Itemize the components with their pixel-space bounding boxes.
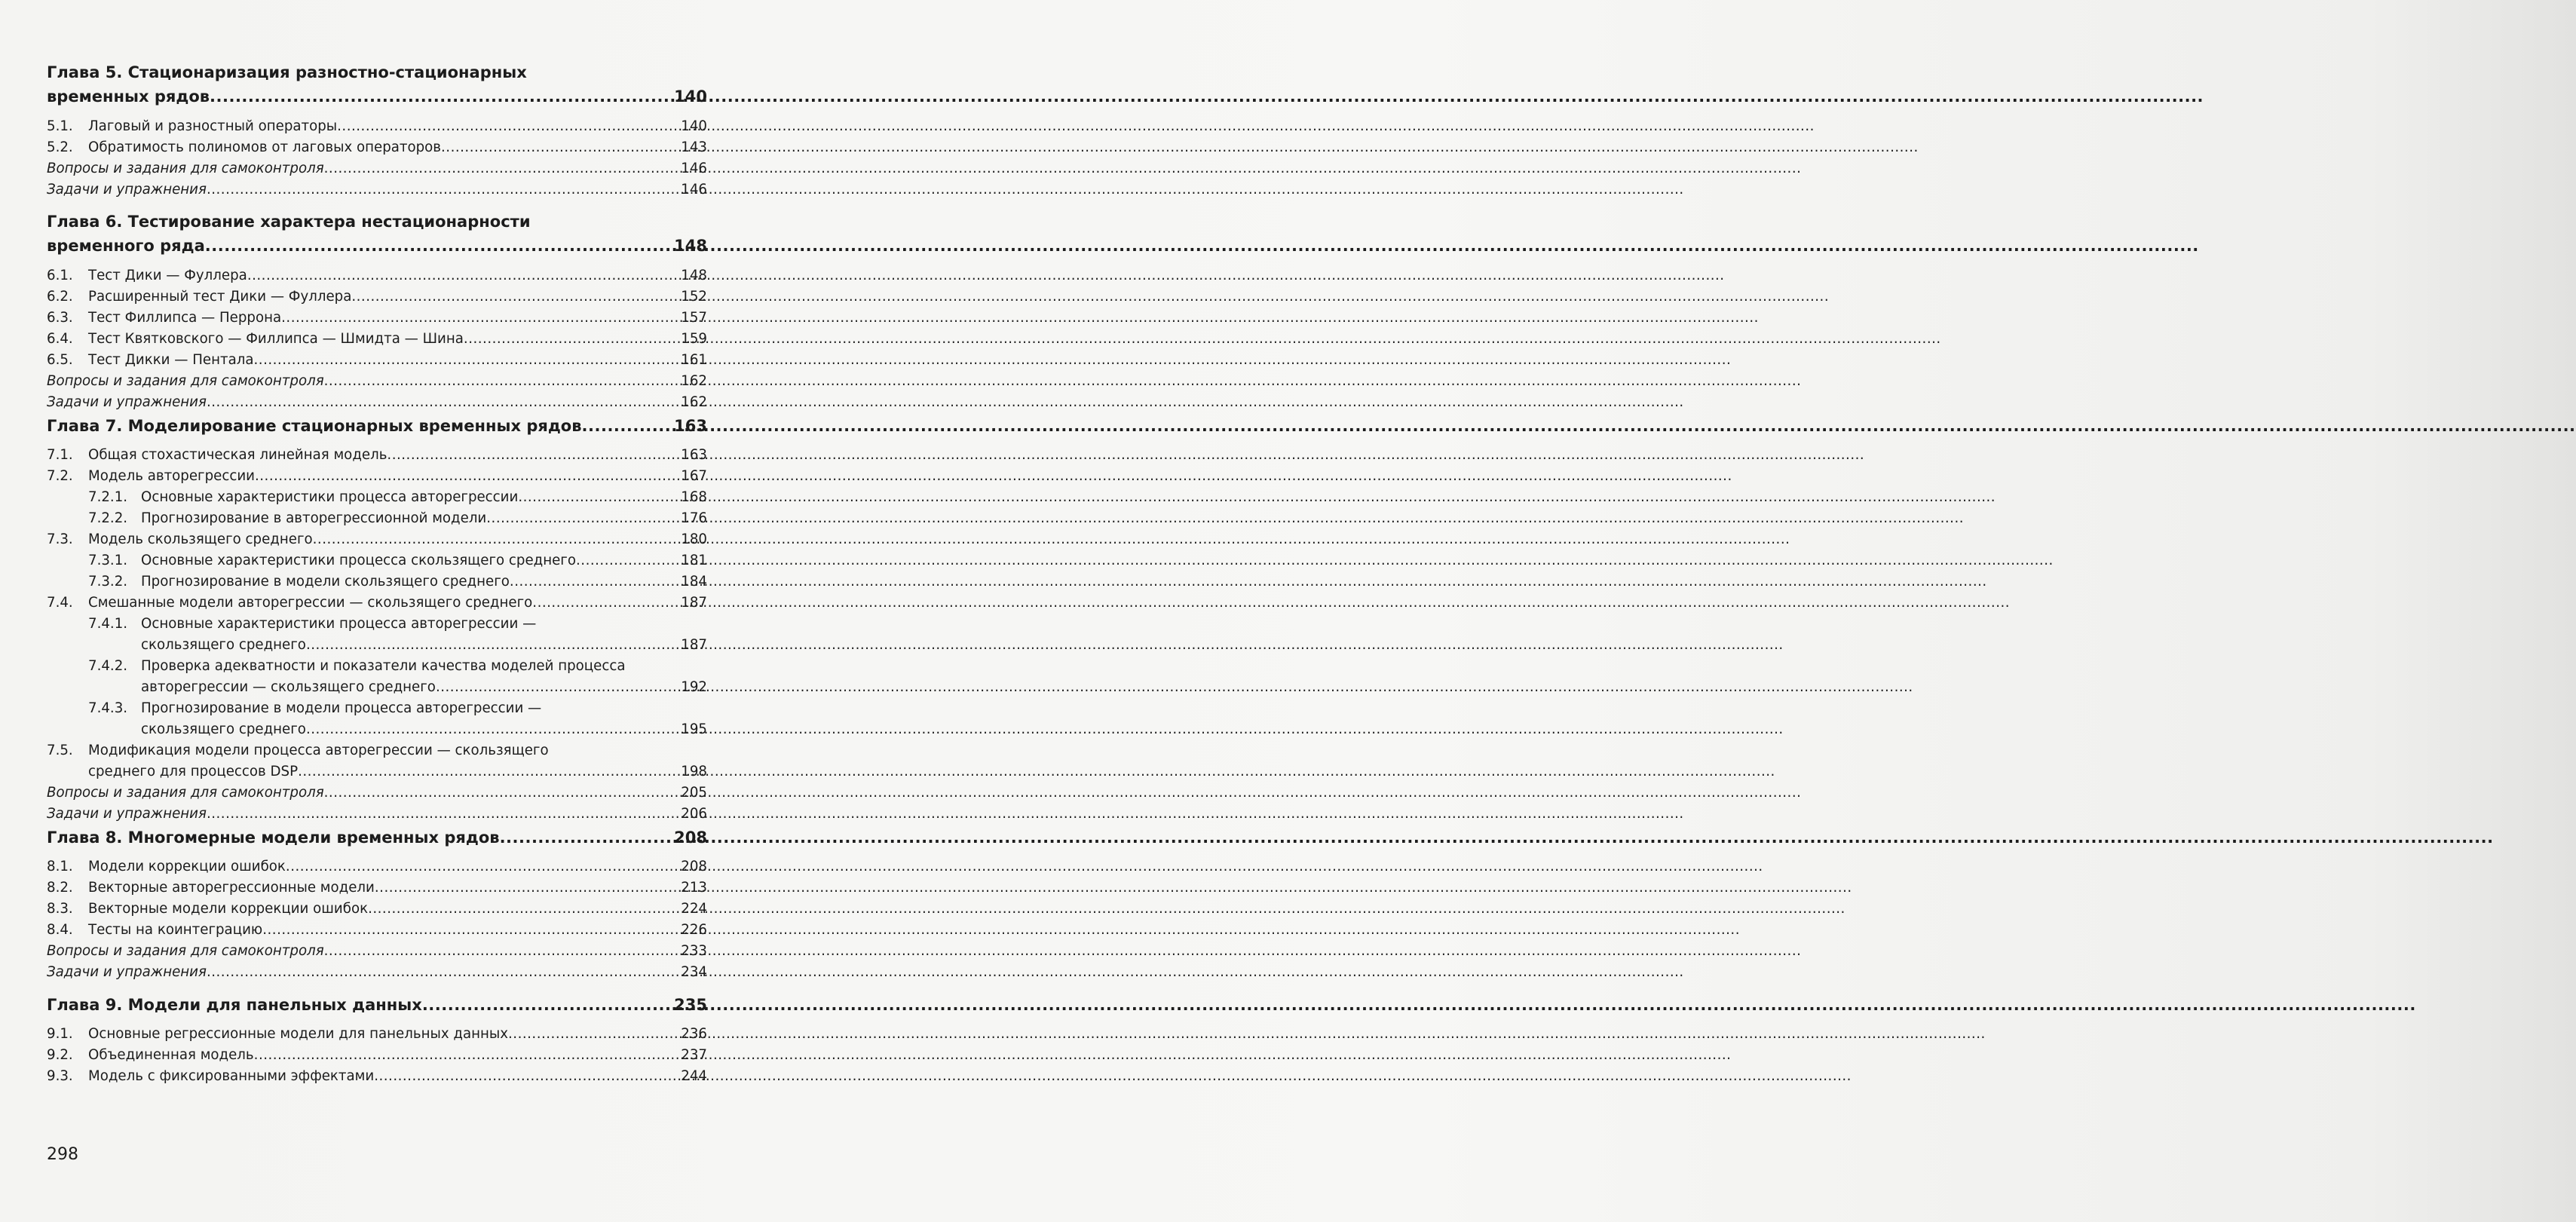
entry-title-cont: среднего для процессов DSP bbox=[88, 764, 299, 779]
toc-entry bbox=[47, 593, 707, 614]
toc-entry-questions bbox=[47, 783, 707, 804]
chapter-title-cont: временных рядов bbox=[47, 87, 210, 106]
toc-entry bbox=[47, 116, 707, 137]
entry-page: 163 bbox=[681, 447, 707, 463]
entry-title: Модель с фиксированными эффектами bbox=[88, 1068, 375, 1084]
toc-entry bbox=[47, 350, 707, 371]
toc-entry-questions bbox=[47, 158, 707, 179]
entry-title: Тест Филлипса — Перрона bbox=[88, 310, 282, 326]
dot-leader bbox=[281, 308, 678, 329]
entry-page: 195 bbox=[681, 721, 707, 737]
entry-page: 224 bbox=[681, 901, 707, 917]
entry-title-cont: скользящего среднего bbox=[141, 637, 306, 653]
dot-leader bbox=[422, 992, 671, 1018]
entry-number: 7.3.1. bbox=[88, 553, 128, 568]
toc-entry-exercises bbox=[47, 392, 707, 413]
toc-subentry-cont bbox=[47, 677, 707, 698]
entry-page: 205 bbox=[681, 785, 707, 801]
entry-page: 152 bbox=[681, 289, 707, 305]
toc-entry bbox=[47, 445, 707, 466]
dot-leader bbox=[324, 158, 678, 179]
entry-page: 208 bbox=[681, 859, 707, 874]
entry-title: Векторные авторегрессионные модели bbox=[88, 880, 375, 896]
entry-number: 7.5. bbox=[47, 743, 73, 758]
dot-leader bbox=[207, 804, 678, 825]
entry-page: 167 bbox=[681, 468, 707, 484]
dot-leader bbox=[436, 677, 678, 698]
entry-title: Вопросы и задания для самоконтроля bbox=[47, 161, 324, 176]
toc-subentry bbox=[47, 698, 707, 719]
entry-title: Задачи и упражнения bbox=[47, 394, 207, 410]
chapter-9-heading bbox=[47, 992, 707, 1018]
entry-page: 161 bbox=[681, 352, 707, 368]
entry-number: 6.2. bbox=[47, 289, 73, 305]
toc-entry bbox=[47, 740, 707, 761]
chapter-title: Глава 7. Моделирование стационарных временных рядов bbox=[47, 417, 582, 435]
dot-leader bbox=[306, 719, 678, 740]
entry-page: 162 bbox=[681, 373, 707, 389]
dot-leader bbox=[324, 941, 678, 962]
entry-page: 184 bbox=[681, 574, 707, 590]
toc-subentry bbox=[47, 550, 707, 571]
dot-leader bbox=[464, 329, 678, 350]
toc-entry bbox=[47, 308, 707, 329]
dot-leader bbox=[324, 783, 678, 804]
chapter-5-heading-cont bbox=[47, 84, 707, 109]
entry-page: 237 bbox=[681, 1047, 707, 1063]
entry-page: 213 bbox=[681, 880, 707, 896]
page-number: 298 bbox=[47, 1145, 78, 1164]
dot-leader bbox=[306, 635, 678, 656]
dot-leader bbox=[500, 825, 672, 850]
toc-subentry bbox=[47, 614, 707, 635]
dot-leader bbox=[582, 413, 672, 439]
entry-number: 7.2. bbox=[47, 468, 73, 484]
chapter-page: 208 bbox=[674, 828, 707, 847]
entry-title: Расширенный тест Дики — Фуллера bbox=[88, 289, 352, 305]
chapter-page: 140 bbox=[674, 87, 707, 106]
entry-title: Задачи и упражнения bbox=[47, 182, 207, 198]
toc-entry bbox=[47, 286, 707, 308]
dot-leader bbox=[207, 392, 678, 413]
entry-number: 7.3.2. bbox=[88, 574, 128, 590]
dot-leader bbox=[486, 508, 678, 529]
chapter-title: Глава 5. Стационаризация разностно-стационарных bbox=[47, 63, 527, 81]
entry-number: 7.3. bbox=[47, 531, 73, 547]
entry-title-cont: авторегрессии — скользящего среднего bbox=[141, 679, 436, 695]
toc-entry bbox=[47, 877, 707, 899]
entry-page: 226 bbox=[681, 922, 707, 938]
entry-page: 146 bbox=[681, 161, 707, 176]
dot-leader bbox=[374, 1066, 678, 1087]
entry-title: Обратимость полиномов от лаговых операторов bbox=[88, 139, 441, 155]
entry-number: 8.1. bbox=[47, 859, 73, 874]
entry-title: Модели коррекции ошибок bbox=[88, 859, 286, 874]
table-of-contents bbox=[47, 60, 707, 1087]
entry-number: 9.1. bbox=[47, 1026, 73, 1042]
dot-leader bbox=[368, 899, 678, 920]
toc-entry bbox=[47, 466, 707, 487]
toc-entry-exercises bbox=[47, 804, 707, 825]
dot-leader bbox=[375, 877, 678, 899]
entry-page: 146 bbox=[681, 182, 707, 198]
entry-page: 234 bbox=[681, 964, 707, 980]
chapter-title: Глава 8. Многомерные модели временных рядов bbox=[47, 828, 500, 847]
toc-entry bbox=[47, 856, 707, 877]
chapter-page: 163 bbox=[674, 417, 707, 435]
toc-subentry-cont bbox=[47, 635, 707, 656]
entry-page: 180 bbox=[681, 531, 707, 547]
dot-leader bbox=[298, 761, 678, 783]
entry-number: 6.1. bbox=[47, 268, 73, 283]
entry-title: Задачи и упражнения bbox=[47, 964, 207, 980]
entry-number: 7.2.1. bbox=[88, 489, 128, 505]
entry-title: Вопросы и задания для самоконтроля bbox=[47, 943, 324, 959]
entry-number: 9.2. bbox=[47, 1047, 73, 1063]
entry-page: 181 bbox=[681, 553, 707, 568]
entry-title: Прогнозирование в авторегрессионной модели bbox=[141, 510, 487, 526]
entry-title: Основные характеристики процесса авторегрессии bbox=[141, 489, 519, 505]
entry-page: 159 bbox=[681, 331, 707, 347]
entry-page: 187 bbox=[681, 595, 707, 611]
entry-page: 198 bbox=[681, 764, 707, 779]
entry-title: Модификация модели процесса авторегрессии — скользящего bbox=[88, 743, 549, 758]
dot-leader bbox=[337, 116, 678, 137]
entry-title: Основные характеристики процесса авторегрессии — bbox=[141, 616, 537, 632]
entry-page: 162 bbox=[681, 394, 707, 410]
toc-entry-questions bbox=[47, 941, 707, 962]
entry-title: Основные регрессионные модели для панельных данных bbox=[88, 1026, 509, 1042]
toc-subentry bbox=[47, 487, 707, 508]
dot-leader bbox=[351, 286, 678, 308]
entry-number: 6.4. bbox=[47, 331, 73, 347]
toc-entry bbox=[47, 329, 707, 350]
entry-page: 140 bbox=[681, 118, 707, 134]
chapter-title: Глава 9. Модели для панельных данных bbox=[47, 996, 422, 1014]
toc-entry bbox=[47, 1066, 707, 1087]
toc-subentry bbox=[47, 508, 707, 529]
dot-leader bbox=[247, 265, 678, 286]
chapter-6-heading bbox=[47, 210, 707, 234]
dot-leader bbox=[532, 593, 678, 614]
toc-entry-questions bbox=[47, 371, 707, 392]
entry-page: 233 bbox=[681, 943, 707, 959]
chapter-7-heading bbox=[47, 413, 707, 439]
dot-leader bbox=[313, 529, 678, 550]
dot-leader bbox=[387, 445, 678, 466]
entry-title: Тест Дики — Фуллера bbox=[88, 268, 247, 283]
dot-leader bbox=[508, 1024, 678, 1045]
entry-title: Лаговый и разностный операторы bbox=[88, 118, 338, 134]
toc-entry-exercises bbox=[47, 179, 707, 201]
entry-page: 206 bbox=[681, 806, 707, 822]
entry-title: Векторные модели коррекции ошибок bbox=[88, 901, 369, 917]
dot-leader bbox=[262, 920, 678, 941]
entry-page: 148 bbox=[681, 268, 707, 283]
dot-leader bbox=[518, 487, 678, 508]
dot-leader bbox=[254, 1045, 678, 1066]
dot-leader bbox=[205, 234, 671, 258]
chapter-page: 235 bbox=[674, 996, 707, 1014]
toc-entry bbox=[47, 137, 707, 158]
dot-leader bbox=[324, 371, 678, 392]
entry-page: 168 bbox=[681, 489, 707, 505]
entry-title: Прогнозирование в модели скользящего среднего bbox=[141, 574, 510, 590]
entry-page: 187 bbox=[681, 637, 707, 653]
entry-number: 7.4.1. bbox=[88, 616, 128, 632]
entry-page: 157 bbox=[681, 310, 707, 326]
toc-subentry-cont bbox=[47, 719, 707, 740]
entry-title: Тесты на коинтеграцию bbox=[88, 922, 263, 938]
entry-title-cont: скользящего среднего bbox=[141, 721, 306, 737]
entry-page: 143 bbox=[681, 139, 707, 155]
dot-leader bbox=[441, 137, 678, 158]
entry-number: 9.3. bbox=[47, 1068, 73, 1084]
entry-number: 7.4. bbox=[47, 595, 73, 611]
chapter-title: Глава 6. Тестирование характера нестационарности bbox=[47, 213, 531, 231]
entry-title: Основные характеристики процесса скользящего среднего bbox=[141, 553, 576, 568]
entry-title: Прогнозирование в модели процесса авторегрессии — bbox=[141, 700, 542, 716]
entry-title: Задачи и упражнения bbox=[47, 806, 207, 822]
toc-entry bbox=[47, 265, 707, 286]
entry-number: 7.1. bbox=[47, 447, 73, 463]
dot-leader bbox=[510, 571, 678, 593]
entry-page: 244 bbox=[681, 1068, 707, 1084]
chapter-page: 148 bbox=[674, 237, 707, 255]
toc-entry bbox=[47, 1024, 707, 1045]
toc-subentry bbox=[47, 571, 707, 593]
entry-number: 7.4.2. bbox=[88, 658, 128, 674]
toc-entry bbox=[47, 529, 707, 550]
chapter-8-heading bbox=[47, 825, 707, 850]
entry-page: 176 bbox=[681, 510, 707, 526]
entry-title: Модель скользящего среднего bbox=[88, 531, 313, 547]
toc-entry bbox=[47, 920, 707, 941]
chapter-6-heading-cont bbox=[47, 234, 707, 258]
toc-entry bbox=[47, 1045, 707, 1066]
toc-entry-exercises bbox=[47, 962, 707, 983]
entry-title: Модель авторегрессии bbox=[88, 468, 255, 484]
entry-title: Тест Квятковского — Филлипса — Шмидта — Шина bbox=[88, 331, 464, 347]
dot-leader bbox=[207, 179, 678, 201]
entry-number: 5.1. bbox=[47, 118, 73, 134]
toc-entry bbox=[47, 899, 707, 920]
entry-number: 8.2. bbox=[47, 880, 73, 896]
dot-leader bbox=[254, 350, 678, 371]
entry-number: 5.2. bbox=[47, 139, 73, 155]
entry-title: Смешанные модели авторегрессии — скользящего среднего bbox=[88, 595, 533, 611]
entry-title: Проверка адекватности и показатели качества моделей процесса bbox=[141, 658, 626, 674]
entry-number: 8.3. bbox=[47, 901, 73, 917]
toc-entry-cont bbox=[47, 761, 707, 783]
chapter-5-heading bbox=[47, 60, 707, 84]
dot-leader bbox=[255, 466, 678, 487]
dot-leader bbox=[286, 856, 678, 877]
entry-title: Тест Дикки — Пентала bbox=[88, 352, 254, 368]
entry-title: Вопросы и задания для самоконтроля bbox=[47, 785, 324, 801]
dot-leader bbox=[207, 962, 678, 983]
entry-page: 236 bbox=[681, 1026, 707, 1042]
entry-title: Общая стохастическая линейная модель bbox=[88, 447, 387, 463]
dot-leader bbox=[576, 550, 678, 571]
entry-number: 8.4. bbox=[47, 922, 73, 938]
entry-title: Объединенная модель bbox=[88, 1047, 254, 1063]
entry-number: 6.5. bbox=[47, 352, 73, 368]
toc-subentry bbox=[47, 656, 707, 677]
chapter-title-cont: временного ряда bbox=[47, 237, 205, 255]
entry-number: 6.3. bbox=[47, 310, 73, 326]
entry-title: Вопросы и задания для самоконтроля bbox=[47, 373, 324, 389]
entry-number: 7.4.3. bbox=[88, 700, 128, 716]
entry-page: 192 bbox=[681, 679, 707, 695]
dot-leader bbox=[210, 84, 671, 109]
entry-number: 7.2.2. bbox=[88, 510, 128, 526]
